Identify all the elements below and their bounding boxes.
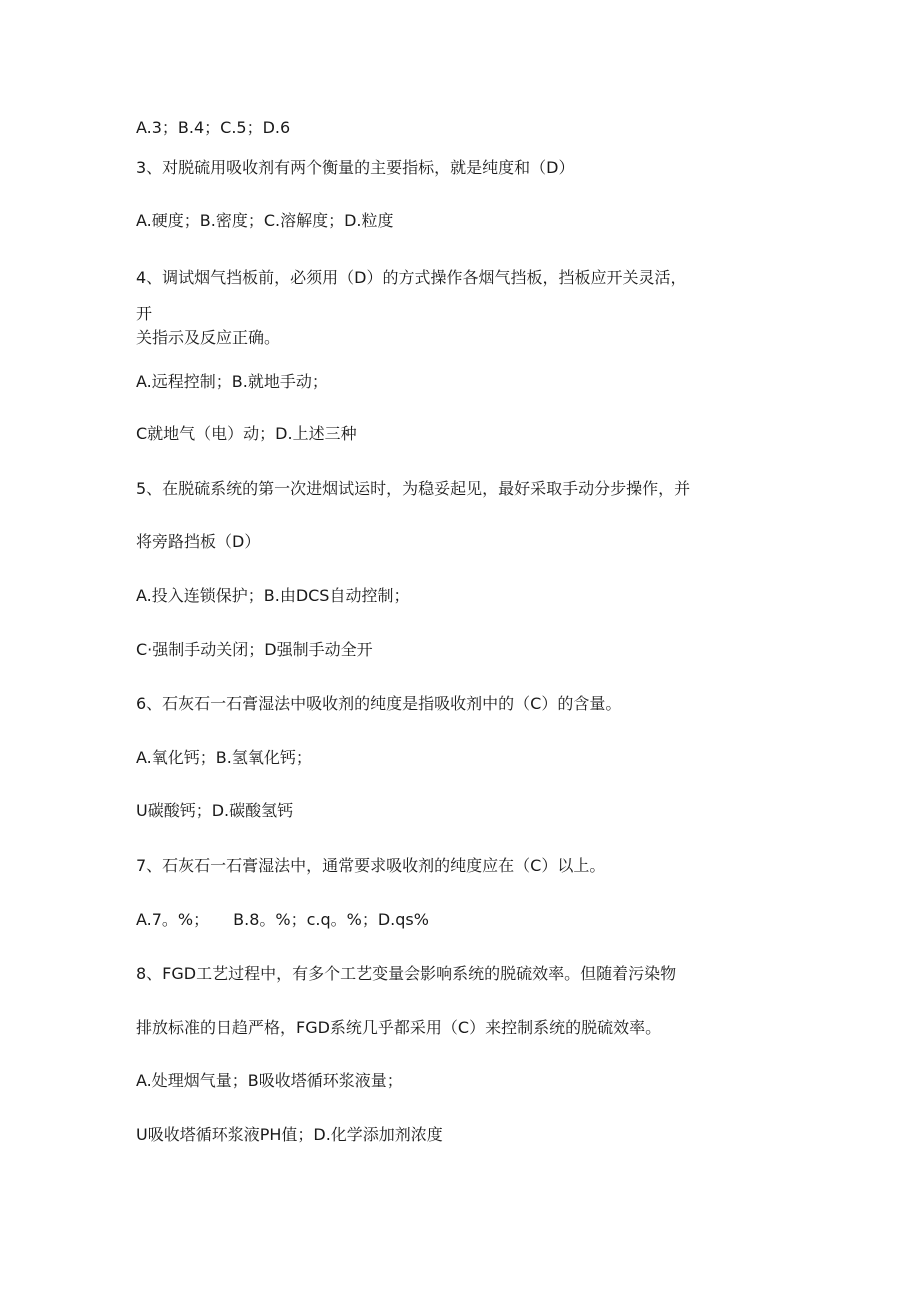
q8-question-line1: 8、FGD工艺过程中，有多个工艺变量会影响系统的脱硫效率。但随着污染物 bbox=[136, 964, 677, 983]
q6-options-line1: A.氧化钙；B.氢氧化钙； bbox=[136, 748, 312, 767]
q5-options-line2: C·强制手动关闭；D强制手动全开 bbox=[136, 640, 373, 659]
q4-options-line2: C就地气（电）动；D.上述三种 bbox=[136, 424, 357, 443]
q8-question-line2: 排放标准的日趋严格，FGD系统几乎都采用（C）来控制系统的脱硫效率。 bbox=[136, 1018, 662, 1037]
q6-question: 6、石灰石一石膏湿法中吸收剂的纯度是指吸收剂中的（C）的含量。 bbox=[136, 694, 622, 713]
q8-options-line2: U吸收塔循环浆液PH值；D.化学添加剂浓度 bbox=[136, 1125, 443, 1144]
q7-options: A.7。%； B.8。%；c.q。%；D.qs% bbox=[136, 910, 429, 929]
q3-question: 3、对脱硫用吸收剂有两个衡量的主要指标，就是纯度和（D） bbox=[136, 158, 575, 177]
q4-options-line1: A.远程控制；B.就地手动； bbox=[136, 372, 328, 391]
q2-options: A.3；B.4；C.5；D.6 bbox=[136, 118, 291, 137]
q3-options: A.硬度；B.密度；C.溶解度；D.粒度 bbox=[136, 211, 394, 230]
q8-options-line1: A.处理烟气量；B吸收塔循环浆液量； bbox=[136, 1071, 403, 1090]
q6-options-line2: U碳酸钙；D.碳酸氢钙 bbox=[136, 801, 294, 820]
q4-question-line1: 4、调试烟气挡板前，必须用（D）的方式操作各烟气挡板，挡板应开关灵活， bbox=[136, 268, 687, 287]
q5-question-line2: 将旁路挡板（D） bbox=[136, 532, 261, 551]
q5-options-line1: A.投入连锁保护；B.由DCS自动控制； bbox=[136, 586, 410, 605]
q5-question-line1: 5、在脱硫系统的第一次进烟试运时，为稳妥起见，最好采取手动分步操作，并 bbox=[136, 479, 691, 498]
q4-question-line2: 开 bbox=[136, 304, 153, 323]
q7-question: 7、石灰石一石膏湿法中，通常要求吸收剂的纯度应在（C）以上。 bbox=[136, 856, 606, 875]
q4-question-line3: 关指示及反应正确。 bbox=[136, 328, 281, 347]
